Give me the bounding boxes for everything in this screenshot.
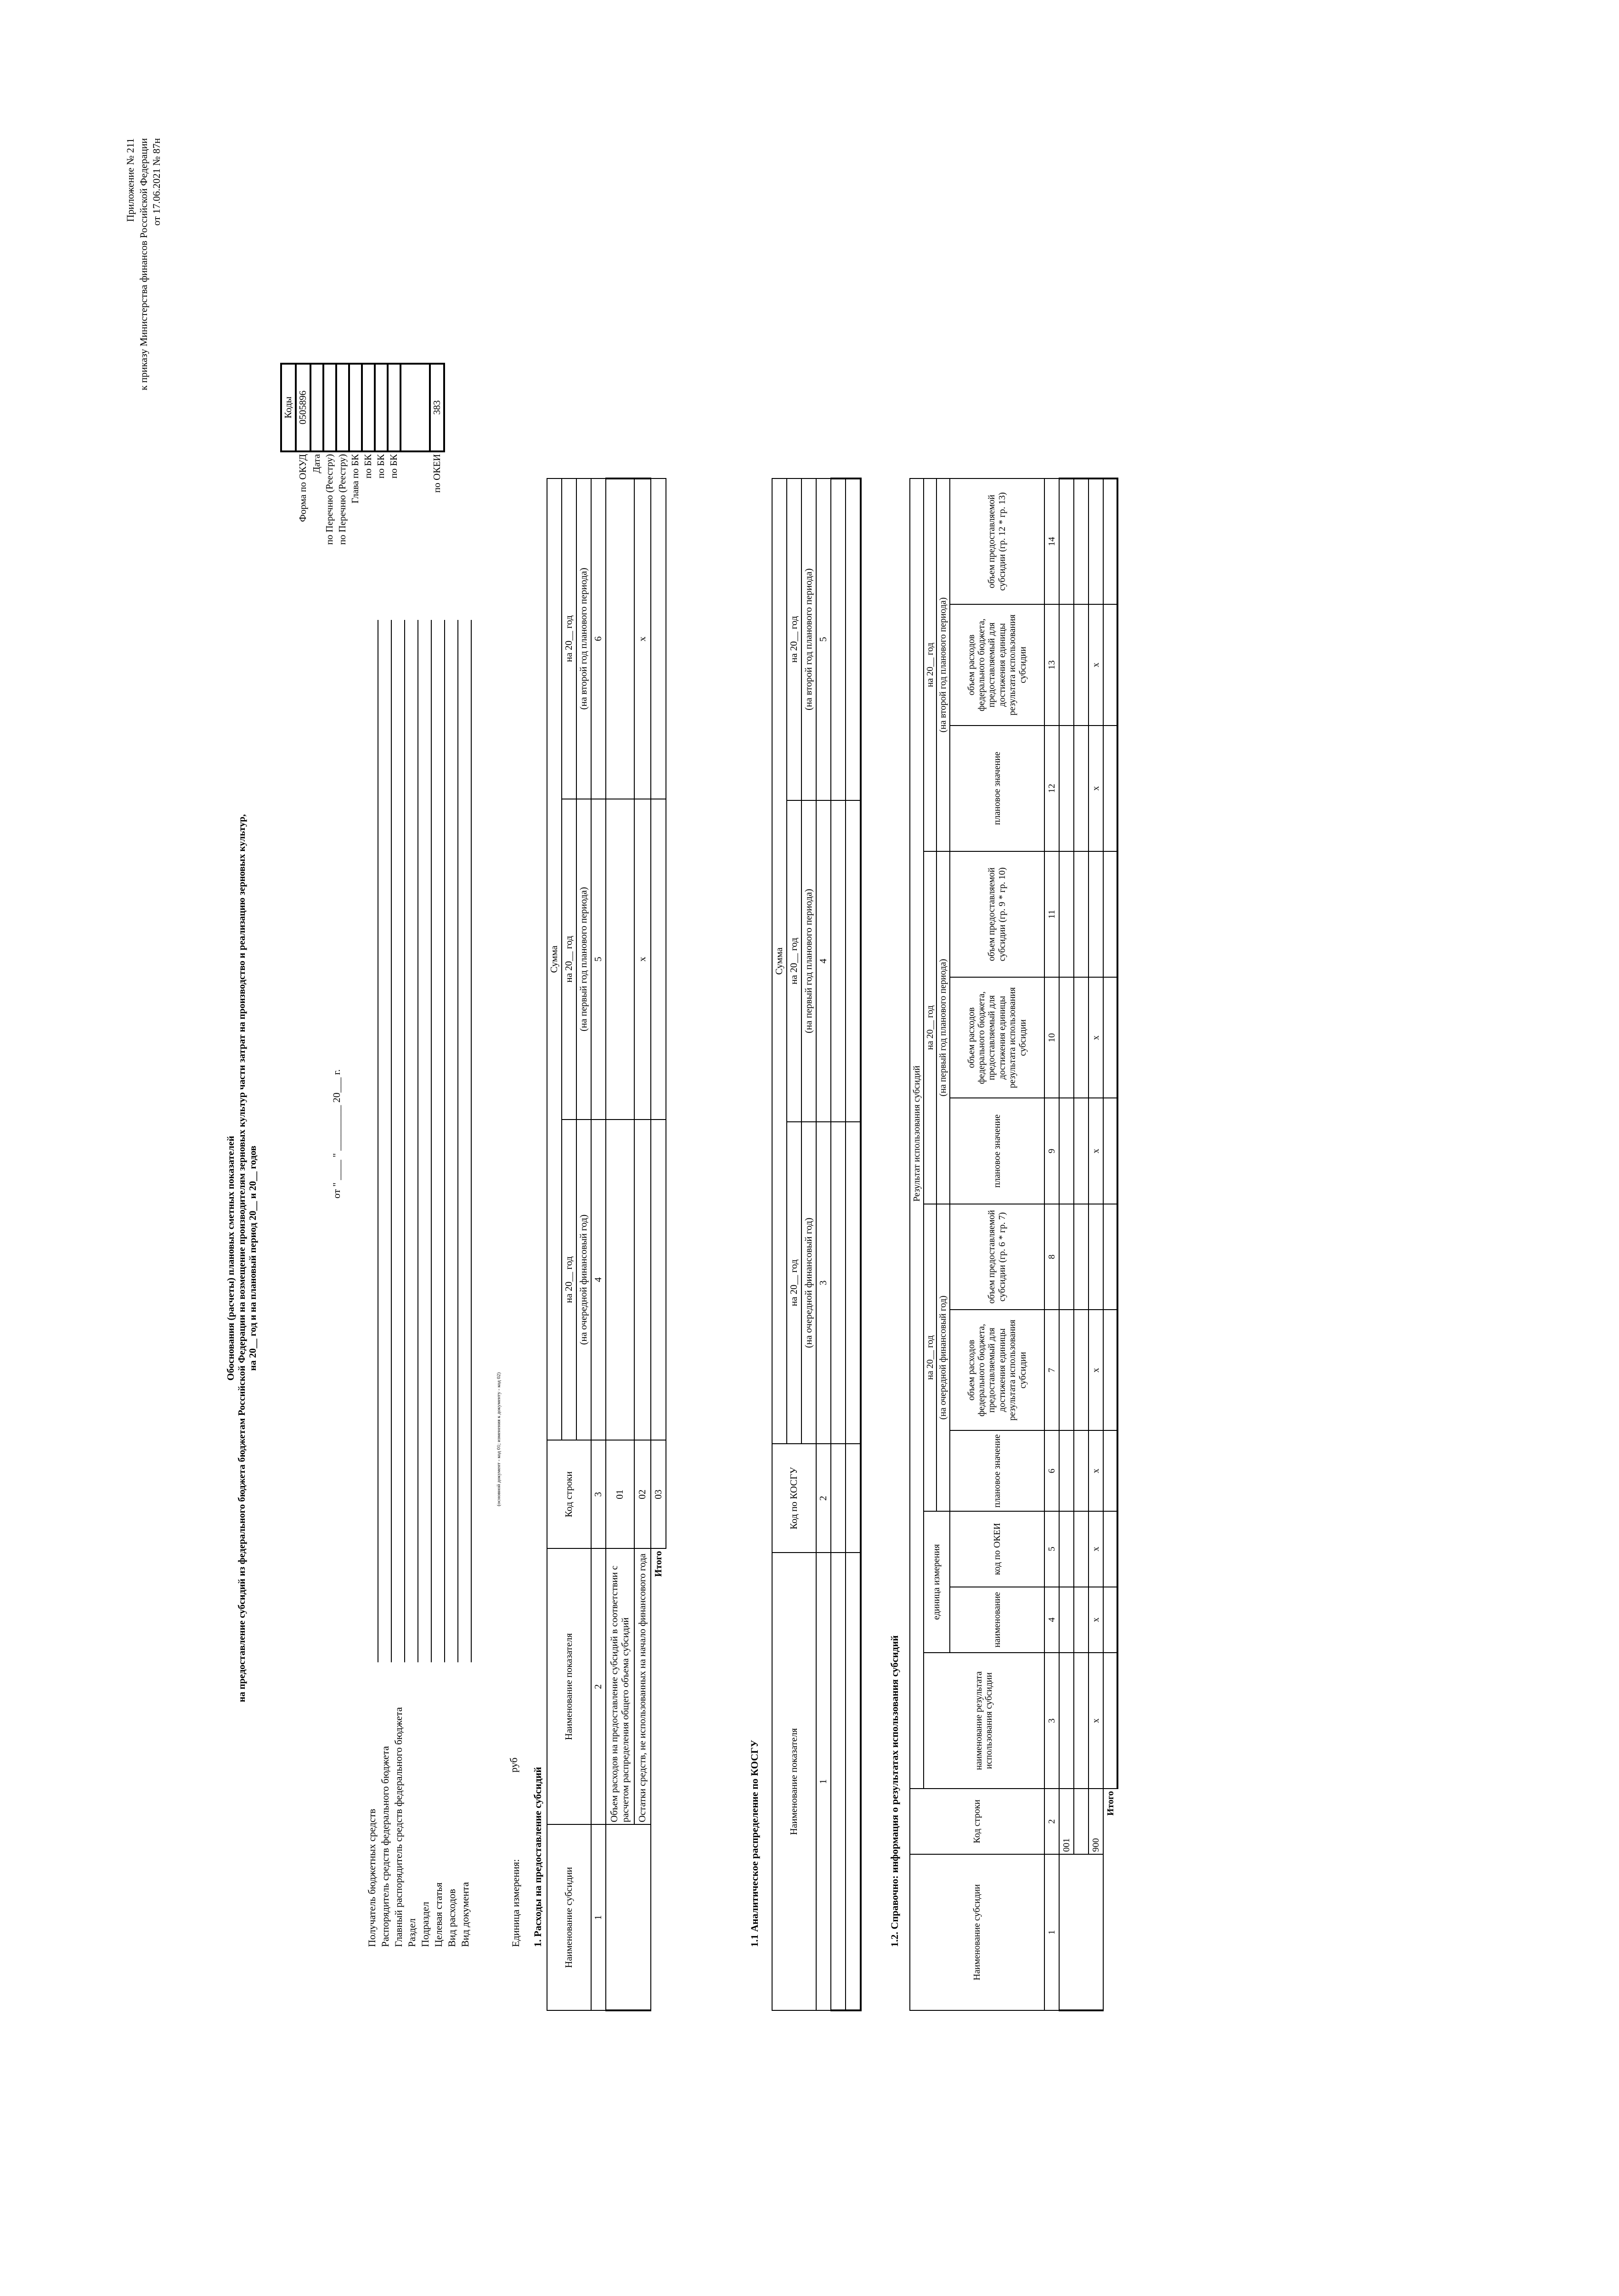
col-header: наименование результата использования субсидии: [924, 1653, 1044, 1789]
cell[interactable]: [651, 799, 666, 1120]
col-header: (на первый год планового периода): [936, 851, 949, 1204]
appendix-line: к приказу Министерства финансов Российской Федерации: [137, 138, 149, 390]
cell[interactable]: [606, 799, 634, 1120]
field-label: Вид расходов: [446, 1889, 457, 1947]
col-header: (на очередной финансовый год): [801, 1122, 816, 1444]
col-header: объем расходов федерального бюджета, предоставляемый для достижения единицы результата использования субсидии: [950, 604, 1044, 725]
field-label: Подраздел: [419, 1902, 431, 1947]
cell: x: [1089, 1310, 1103, 1430]
col-header: объем предоставляемой субсидии (гр. 12 * гр. 13): [950, 478, 1044, 604]
col-header: объем предоставляемой субсидии (гр. 9 * гр. 10): [950, 851, 1044, 977]
col-header: Наименование субсидии: [547, 1824, 591, 2010]
cell: Остатки средств, не использованных на начало финансового года: [634, 1548, 651, 1824]
header-fields: [365, 615, 472, 1947]
cell: 02: [634, 1440, 651, 1549]
field-row: [405, 615, 418, 1947]
section-1-1-title: 1.1 Аналитическое распределение по КОСГУ: [749, 1739, 760, 1947]
table-row: [846, 478, 861, 2010]
cell: x: [1089, 1431, 1103, 1512]
col-number: 1: [1044, 1854, 1059, 2010]
field-row: [458, 615, 472, 1947]
table-row: [1074, 478, 1089, 2010]
document-date: от " ____ " _________ 20___ г.: [331, 1069, 342, 1199]
code-label: по Перечню (Реестру): [323, 454, 335, 545]
code-value: [349, 364, 362, 451]
appendix-line: Приложение № 211: [124, 138, 136, 222]
col-header: (на второй год планового периода): [576, 478, 591, 799]
appendix-line: от 17.06.2021 № 87н: [151, 138, 163, 226]
title-line: Обоснования (расчеты) плановых сметных показателей: [225, 1136, 236, 1381]
col-number: 6: [591, 478, 606, 799]
col-number: 7: [1044, 1310, 1059, 1430]
code-value: [388, 364, 401, 451]
col-header: (на очередной финансовый год): [576, 1120, 591, 1440]
code-label: Дата: [310, 454, 322, 473]
cell: x: [1089, 977, 1103, 1098]
code-label: по БК: [375, 454, 386, 478]
code-label: по БК: [388, 454, 399, 478]
cell: 900: [1089, 1789, 1103, 1854]
code-value: [323, 364, 336, 451]
col-number: 1: [591, 1824, 606, 2010]
col-number: 13: [1044, 604, 1059, 725]
col-header: Сумма: [547, 478, 562, 1440]
code-label: по БК: [362, 454, 373, 478]
col-number: 10: [1044, 977, 1059, 1098]
cell: x: [1089, 1587, 1103, 1653]
col-header: единица измерения: [924, 1511, 950, 1653]
code-label: [401, 451, 430, 606]
cell: Объем расходов на предоставление субсидий в соответствии с расчетом распределения общего объема субсидий: [606, 1548, 634, 1824]
title-line: на 20__ год и на плановый период 20__ и 20__ годов: [247, 1145, 259, 1371]
field-row: [378, 615, 392, 1947]
col-header: на 20__ год: [787, 800, 801, 1122]
cell[interactable]: [606, 1120, 634, 1440]
col-header: Код строки: [910, 1789, 1044, 1854]
field-row: [445, 615, 458, 1947]
col-header: плановое значение: [950, 1098, 1044, 1204]
col-number: 1: [816, 1553, 831, 2011]
col-number: 5: [1044, 1511, 1059, 1587]
col-header: плановое значение: [950, 726, 1044, 851]
section-1-2-title: 1.2. Справочно: информация о результатах использования субсидий: [889, 1635, 900, 1947]
cell: x: [634, 478, 651, 799]
cell: x: [1089, 604, 1103, 725]
code-value: 383: [430, 364, 445, 451]
field-row: [392, 615, 405, 1947]
cell: x: [1089, 1511, 1103, 1587]
codes-header: Коды: [281, 364, 296, 451]
field-label: Целевая статья: [433, 1882, 444, 1947]
code-value: [375, 364, 388, 451]
document-type-note: (основной документ - код 01; изменения к документу - код 02): [496, 1372, 502, 1506]
cell: 001: [1059, 1789, 1074, 1854]
col-number: 3: [591, 1440, 606, 1549]
col-header: Наименование показателя: [772, 1553, 816, 2011]
col-header: Наименование субсидии: [910, 1854, 1044, 2010]
table-row: [606, 478, 634, 2010]
field-label: Вид документа: [459, 1882, 471, 1947]
cell: [606, 1824, 651, 2010]
col-header: код по ОКЕИ: [950, 1511, 1044, 1587]
col-header: на 20__ год: [562, 1120, 576, 1440]
col-header: (на первый год планового периода): [801, 800, 816, 1122]
col-number: 11: [1044, 851, 1059, 977]
col-number: 2: [816, 1444, 831, 1553]
col-header: Код строки: [547, 1440, 591, 1549]
code-value: [336, 364, 349, 451]
col-number: 4: [816, 800, 831, 1122]
appendix-note: [124, 138, 164, 390]
table-results: [909, 478, 1118, 2011]
col-header: (на очередной финансовый год): [936, 1204, 949, 1511]
field-row: [432, 615, 445, 1947]
total-label: Итого: [1105, 1791, 1116, 1816]
col-header: Сумма: [772, 478, 787, 1444]
field-label: Получатель бюджетных средств: [366, 1809, 378, 1947]
col-header: наименование: [950, 1587, 1044, 1653]
field-row: [418, 615, 432, 1947]
col-header: плановое значение: [950, 1431, 1044, 1512]
col-number: 14: [1044, 478, 1059, 604]
col-number: 3: [1044, 1653, 1059, 1789]
table-row: [1059, 478, 1074, 2010]
title-line: на предоставление субсидий из федерального бюджета бюджетам Российской Федерации на возмещение производителям зерновых культур части затрат на производство и реализацию зерновых культур,: [236, 814, 248, 1702]
section-1-title: 1. Расходы на предоставление субсидий: [532, 1767, 543, 1947]
col-number: 5: [816, 478, 831, 800]
col-number: 3: [816, 1122, 831, 1444]
total-row: [651, 478, 666, 2010]
field-row: [365, 615, 378, 1947]
col-number: 2: [1044, 1789, 1059, 1854]
unit-label: Единица измерения:: [510, 1859, 521, 1947]
col-number: 4: [1044, 1587, 1059, 1653]
col-header: (на второй год планового периода): [801, 478, 816, 800]
col-header: на 20__ год: [562, 799, 576, 1120]
table-row: [634, 478, 651, 2010]
col-number: 8: [1044, 1204, 1059, 1310]
cell: 03: [651, 1440, 666, 1549]
field-label: Распорядитель средств федерального бюджета: [379, 1746, 391, 1947]
cell: 01: [606, 1440, 634, 1549]
code-value: 0505896: [296, 364, 310, 451]
col-number: 2: [591, 1548, 606, 1824]
col-number: 4: [591, 1120, 606, 1440]
total-row: [1103, 478, 1117, 2010]
table-row: [831, 478, 846, 2010]
table-row: [1089, 478, 1103, 2010]
code-label: по Перечню (Реестру): [336, 454, 348, 545]
col-header: объем расходов федерального бюджета, предоставляемый для достижения единицы результата использования субсидии: [950, 977, 1044, 1098]
col-header: на 20__ год: [787, 1122, 801, 1444]
field-label: Раздел: [406, 1918, 417, 1947]
col-header: на 20__ год: [562, 478, 576, 799]
col-header: объем расходов федерального бюджета, предоставляемый для достижения единицы результата использования субсидии: [950, 1310, 1044, 1430]
cell[interactable]: [651, 478, 666, 799]
col-number: 5: [591, 799, 606, 1120]
unit-value: руб: [508, 1757, 519, 1773]
col-header: (на второй год планового периода): [936, 478, 949, 851]
code-label: по ОКЕИ: [431, 454, 442, 493]
col-header: объем предоставляемой субсидии (гр. 6 * гр. 7): [950, 1204, 1044, 1310]
cell: x: [1089, 1653, 1103, 1789]
cell[interactable]: [651, 1120, 666, 1440]
form-title: [225, 523, 258, 1993]
col-header: на 20__ год: [924, 478, 936, 851]
field-label: Главный распорядитель средств федерального бюджета: [393, 1707, 404, 1947]
col-header: на 20__ год: [787, 478, 801, 800]
cell: x: [1089, 1098, 1103, 1204]
col-number: 9: [1044, 1098, 1059, 1204]
code-value: [401, 364, 430, 451]
code-value: [362, 364, 375, 451]
code-label: Глава по БК: [349, 454, 361, 504]
cell: x: [634, 799, 651, 1120]
cell[interactable]: [634, 1120, 651, 1440]
col-header: на 20__ год: [924, 851, 936, 1204]
cell: x: [1089, 726, 1103, 851]
col-header: Результат использования субсидий: [910, 478, 924, 1789]
table-kosgu: [772, 478, 862, 2011]
col-header: Код по КОСГУ: [772, 1444, 816, 1553]
cell[interactable]: [606, 478, 634, 799]
code-label: Форма по ОКУД: [297, 454, 308, 522]
col-header: (на первый год планового периода): [576, 799, 591, 1120]
codes-table: [280, 363, 445, 606]
col-number: 6: [1044, 1431, 1059, 1512]
total-label: Итого: [653, 1551, 664, 1577]
col-number: 12: [1044, 726, 1059, 851]
col-header: на 20__ год: [924, 1204, 936, 1511]
code-value: [310, 364, 323, 451]
table-expenses: [547, 478, 666, 2011]
col-header: Наименование показателя: [547, 1548, 591, 1824]
